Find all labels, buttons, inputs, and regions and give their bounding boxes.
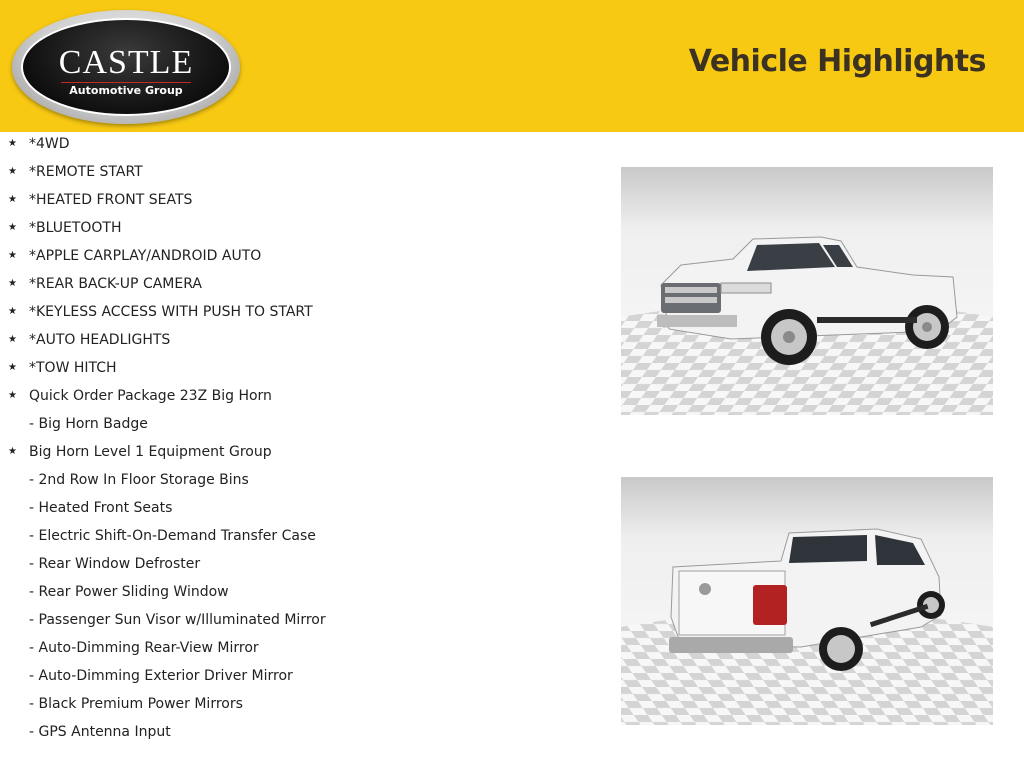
- star-bullet-icon: ★: [8, 446, 17, 457]
- feature-item: [0, 326, 600, 354]
- logo-divider: [61, 82, 191, 83]
- logo-tagline: Automotive Group: [69, 84, 183, 97]
- truck-front-photo: [621, 167, 993, 415]
- feature-text: - Big Horn Badge: [29, 416, 148, 432]
- feature-item: [0, 410, 600, 438]
- feature-text: *BLUETOOTH: [29, 220, 122, 236]
- feature-item: [0, 690, 600, 718]
- feature-item: [0, 242, 600, 270]
- feature-item: [0, 466, 600, 494]
- feature-text: Quick Order Package 23Z Big Horn: [29, 388, 272, 404]
- feature-item: [0, 634, 600, 662]
- feature-text: *TOW HITCH: [29, 360, 117, 376]
- feature-text: *REMOTE START: [29, 164, 143, 180]
- feature-item: [0, 186, 600, 214]
- star-bullet-icon: ★: [8, 222, 17, 233]
- feature-text: - Black Premium Power Mirrors: [29, 696, 243, 712]
- feature-item: [0, 550, 600, 578]
- feature-item: [0, 214, 600, 242]
- logo-wordmark: CASTLE: [58, 44, 194, 81]
- feature-item: [0, 158, 600, 186]
- star-bullet-icon: ★: [8, 250, 17, 261]
- feature-text: Big Horn Level 1 Equipment Group: [29, 444, 272, 460]
- feature-item: [0, 494, 600, 522]
- star-bullet-icon: ★: [8, 138, 17, 149]
- star-bullet-icon: ★: [8, 278, 17, 289]
- feature-text: *KEYLESS ACCESS WITH PUSH TO START: [29, 304, 313, 320]
- feature-text: - Auto-Dimming Rear-View Mirror: [29, 640, 259, 656]
- page-title: Vehicle Highlights: [688, 44, 986, 79]
- star-bullet-icon: ★: [8, 362, 17, 373]
- feature-item: [0, 662, 600, 690]
- feature-item: [0, 718, 600, 746]
- feature-item: [0, 578, 600, 606]
- feature-text: - Passenger Sun Visor w/Illuminated Mirror: [29, 612, 326, 628]
- feature-text: - Electric Shift-On-Demand Transfer Case: [29, 528, 316, 544]
- feature-text: - Heated Front Seats: [29, 500, 173, 516]
- feature-text: - Rear Window Defroster: [29, 556, 201, 572]
- star-bullet-icon: ★: [8, 306, 17, 317]
- feature-text: *APPLE CARPLAY/ANDROID AUTO: [29, 248, 262, 264]
- star-bullet-icon: ★: [8, 166, 17, 177]
- star-bullet-icon: ★: [8, 390, 17, 401]
- feature-text: *HEATED FRONT SEATS: [29, 192, 193, 208]
- feature-text: - 2nd Row In Floor Storage Bins: [29, 472, 249, 488]
- feature-text: *AUTO HEADLIGHTS: [29, 332, 171, 348]
- castle-logo: [12, 10, 240, 124]
- star-bullet-icon: ★: [8, 194, 17, 205]
- feature-item: [0, 382, 600, 410]
- feature-text: - Auto-Dimming Exterior Driver Mirror: [29, 668, 293, 684]
- feature-text: - Rear Power Sliding Window: [29, 584, 229, 600]
- feature-item: [0, 130, 600, 158]
- feature-text: - GPS Antenna Input: [29, 724, 171, 740]
- star-bullet-icon: ★: [8, 334, 17, 345]
- feature-item: [0, 438, 600, 466]
- feature-item: [0, 354, 600, 382]
- feature-item: [0, 606, 600, 634]
- feature-item: [0, 522, 600, 550]
- feature-text: *4WD: [29, 136, 70, 152]
- feature-list: [0, 130, 600, 746]
- logo-badge: [21, 18, 231, 116]
- feature-item: [0, 270, 600, 298]
- feature-item: [0, 298, 600, 326]
- feature-text: *REAR BACK-UP CAMERA: [29, 276, 202, 292]
- truck-rear-photo: [621, 477, 993, 725]
- header-banner: [0, 0, 1024, 132]
